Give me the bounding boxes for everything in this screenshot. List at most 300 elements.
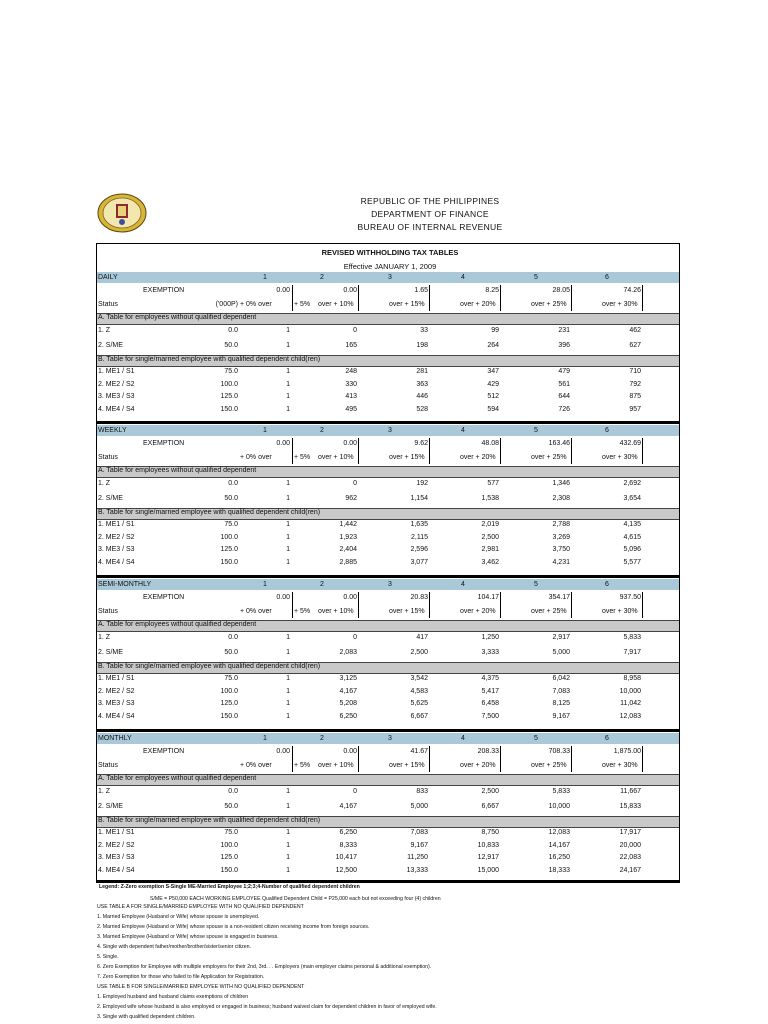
tax-value: 1,923 (339, 533, 357, 541)
status-code: 1. ME1 / S1 (98, 368, 135, 375)
exemption-value: 0.00 (343, 594, 357, 601)
exemption-value: 41.67 (410, 748, 428, 755)
bir-seal-logo (97, 193, 147, 233)
tax-value: 14,167 (548, 841, 570, 849)
tax-value: 4,583 (410, 687, 428, 695)
tax-value: 15,000 (477, 866, 499, 874)
column-divider (642, 592, 643, 618)
status-code: 2. ME2 / S2 (98, 380, 135, 388)
exemption-amount: 50.0 (224, 803, 238, 810)
tax-value: 5,833 (552, 788, 570, 795)
tax-value: 2,788 (552, 521, 570, 528)
bracket-number: 1 (263, 735, 267, 742)
bracket-number: 5 (534, 274, 538, 281)
tax-value: 0 (353, 480, 357, 487)
status-code: 4. ME4 / S4 (98, 712, 135, 720)
section-a-label: A. Table for employees without qualified dependent (98, 314, 257, 321)
status-code: 3. ME3 / S3 (98, 546, 135, 553)
tax-value: 417 (416, 634, 428, 641)
exemption-amount: 75.0 (224, 675, 238, 682)
section-a-label: A. Table for employees without qualified dependent (98, 775, 257, 782)
tax-value: 594 (487, 405, 499, 413)
tax-value: 495 (345, 405, 357, 413)
status-label: Status (98, 608, 118, 615)
tax-value: 10,417 (335, 854, 357, 861)
tax-value: 1 (286, 841, 290, 849)
tax-value: 710 (629, 368, 641, 375)
percent-label: + 0% over (240, 301, 272, 308)
tax-value: 6,250 (339, 712, 357, 720)
status-code: 2. S/ME (98, 495, 123, 502)
exemption-value: 432.69 (619, 440, 641, 447)
period-name: WEEKLY (98, 427, 127, 434)
status-unit: ('000P) (215, 301, 238, 308)
tax-value: 1 (286, 649, 290, 656)
tax-value: 10,000 (548, 803, 570, 810)
bracket-number: 5 (534, 427, 538, 434)
period-name: MONTHLY (98, 735, 132, 742)
exemption-value: 708.33 (548, 748, 570, 755)
exemption-amount: 125.0 (220, 700, 238, 707)
tax-value: 11,042 (620, 700, 641, 707)
exemption-label: EXEMPTION (143, 440, 185, 447)
note-line: 3. Single with qualified dependent children. (97, 1014, 196, 1020)
tax-value: 1,250 (481, 634, 499, 641)
exemption-value: 0.00 (343, 440, 357, 447)
tax-value: 5,096 (623, 546, 641, 553)
section-a-label: A. Table for employees without qualified dependent (98, 467, 257, 474)
exemption-amount: 125.0 (220, 393, 238, 400)
status-code: 1. Z (98, 788, 111, 795)
note-line: USE TABLE B FOR SINGLE/MARRIED EMPLOYEE WITH NO QUALIFIED DEPENDENT (97, 984, 305, 990)
tax-value: 6,458 (481, 700, 499, 707)
tax-value: 2,885 (339, 558, 357, 566)
tax-value: 1,442 (339, 521, 357, 528)
bracket-number: 6 (605, 427, 609, 434)
column-divider (500, 438, 501, 464)
tax-value: 3,125 (339, 675, 357, 682)
tax-value: 957 (629, 405, 641, 413)
exemption-amount: 75.0 (224, 368, 238, 375)
note-line: 6. Zero Exemption for Employee with multiple employers for their 2nd, 3rd. . . Employers (main employer claims personal & additional exemption). (97, 964, 432, 970)
tax-value: 5,625 (410, 700, 428, 707)
period-name: SEMI-MONTHLY (98, 581, 152, 588)
column-divider (429, 746, 430, 772)
tax-value: 17,917 (619, 829, 641, 836)
period-divider (96, 421, 680, 424)
tax-value: 7,083 (552, 687, 570, 695)
bracket-number: 3 (388, 581, 392, 588)
column-divider (642, 746, 643, 772)
tax-value: 8,333 (339, 841, 357, 849)
exemption-amount: 0.0 (228, 480, 238, 487)
status-code: 1. ME1 / S1 (98, 521, 135, 528)
exemption-value: 0.00 (276, 287, 290, 294)
percent-label: + 5% (294, 301, 311, 308)
exemption-value: 48.08 (481, 440, 499, 447)
percent-label: over + 30% (602, 301, 638, 308)
tax-value: 165 (345, 342, 357, 349)
exemption-value: 0.00 (276, 748, 290, 755)
tax-value: 3,750 (552, 546, 570, 553)
tax-value: 16,250 (548, 854, 570, 861)
exemption-value: 0.00 (276, 594, 290, 601)
tax-value: 15,833 (619, 803, 641, 810)
status-code: 3. ME3 / S3 (98, 393, 135, 400)
exemption-value: 354.17 (548, 594, 570, 601)
section-b-label: B. Table for single/married employee with qualified dependent child(ren) (98, 509, 321, 516)
tax-value: 6,667 (481, 803, 499, 810)
percent-label: + 5% (294, 762, 311, 769)
tax-value: 462 (629, 327, 641, 334)
exemption-amount: 75.0 (224, 521, 238, 528)
tax-value: 1 (286, 368, 290, 375)
exemption-amount: 0.0 (228, 788, 238, 795)
percent-label: + 5% (294, 454, 311, 461)
percent-label: over + 25% (531, 762, 567, 769)
exemption-value: 104.17 (477, 594, 499, 601)
tax-value: 1 (286, 854, 290, 861)
bracket-number: 1 (263, 427, 267, 434)
tax-value: 1 (286, 546, 290, 553)
column-divider (429, 592, 430, 618)
exemption-value: 20.83 (410, 594, 428, 601)
tax-value: 1,538 (481, 495, 499, 502)
tax-value: 8,750 (481, 829, 499, 836)
tax-value: 12,083 (548, 829, 570, 836)
tax-value: 627 (629, 342, 641, 349)
tax-value: 2,404 (339, 546, 357, 553)
tax-value: 5,000 (410, 803, 428, 810)
tax-value: 1,346 (552, 480, 570, 487)
tax-value: 4,615 (623, 533, 641, 541)
tax-value: 1 (286, 342, 290, 349)
tax-value: 1 (286, 533, 290, 541)
tax-value: 20,000 (619, 841, 641, 849)
exemption-amount: 150.0 (220, 712, 238, 720)
percent-label: over + 10% (318, 301, 354, 308)
status-label: Status (98, 454, 118, 461)
tax-value: 9,167 (410, 841, 428, 849)
bracket-number: 3 (388, 427, 392, 434)
tax-value: 5,000 (552, 649, 570, 656)
column-divider (429, 285, 430, 311)
status-label: Status (98, 762, 118, 769)
exemption-amount: 125.0 (220, 546, 238, 553)
tax-value: 396 (558, 342, 570, 349)
table-title: REVISED WITHHOLDING TAX TABLES (321, 248, 459, 257)
tax-value: 22,083 (619, 854, 641, 861)
tax-value: 2,500 (481, 788, 499, 795)
column-divider (358, 746, 359, 772)
percent-label: over + 15% (389, 301, 425, 308)
tax-value: 1 (286, 480, 290, 487)
tax-value: 198 (416, 342, 428, 349)
bracket-number: 2 (320, 735, 324, 742)
percent-label: over + 15% (389, 608, 425, 615)
tax-value: 4,135 (623, 521, 641, 528)
tax-value: 2,115 (411, 533, 428, 541)
exemption-amount: 100.0 (220, 687, 238, 695)
legend: Legend: Z-Zero exemption S-Single ME-Married Employee 1;2;3;4-Number of qualified dependent children (99, 884, 360, 890)
bracket-number: 2 (320, 274, 324, 281)
tax-value: 5,577 (623, 558, 641, 566)
tax-value: 2,019 (481, 521, 499, 528)
status-code: 1. Z (98, 327, 111, 334)
status-code: 4. ME4 / S4 (98, 866, 135, 874)
tax-value: 2,500 (410, 649, 428, 656)
note-line: 2. Married Employee (Husband or Wife) whose spouse is a non-resident citizen receiving income from foreign sources. (97, 924, 370, 930)
tax-value: 1 (286, 521, 290, 528)
tax-value: 875 (629, 393, 641, 400)
percent-label: + 5% (294, 608, 311, 615)
bracket-number: 4 (461, 735, 465, 742)
tax-value: 577 (487, 480, 499, 487)
exemption-amount: 100.0 (220, 380, 238, 388)
tax-value: 1 (286, 380, 290, 388)
column-divider (500, 746, 501, 772)
section-a-label: A. Table for employees without qualified dependent (98, 621, 257, 628)
tax-value: 1,154 (410, 495, 428, 502)
exemption-amount: 150.0 (220, 405, 238, 413)
percent-label: over + 20% (460, 608, 496, 615)
exemption-value: 208.33 (477, 748, 499, 755)
tax-value: 264 (487, 342, 499, 349)
tax-value: 1 (286, 866, 290, 874)
tax-value: 1 (286, 712, 290, 720)
column-divider (292, 746, 293, 772)
column-divider (292, 285, 293, 311)
status-code: 2. ME2 / S2 (98, 841, 135, 849)
exemption-amount: 50.0 (224, 342, 238, 349)
exemption-value: 9.62 (414, 440, 428, 447)
status-code: 1. ME1 / S1 (98, 675, 135, 682)
bracket-number: 1 (263, 581, 267, 588)
exemption-amount: 100.0 (220, 841, 238, 849)
status-code: 1. ME1 / S1 (98, 829, 135, 836)
bracket-number: 2 (320, 581, 324, 588)
tax-value: 3,333 (481, 649, 499, 656)
percent-label: over + 25% (531, 608, 567, 615)
tax-value: 8,125 (552, 700, 570, 707)
tax-value: 1,635 (410, 521, 428, 528)
section-b-label: B. Table for single/married employee with qualified dependent child(ren) (98, 817, 321, 824)
status-code: 1. Z (98, 480, 111, 487)
exemption-amount: 150.0 (220, 866, 238, 874)
tax-value: 9,167 (552, 712, 570, 720)
exemption-value: 163.46 (548, 440, 570, 447)
exemption-value: 74.26 (623, 287, 641, 294)
column-divider (292, 592, 293, 618)
bracket-number: 1 (263, 274, 267, 281)
tax-value: 0 (353, 788, 357, 795)
tax-value: 2,083 (339, 649, 357, 656)
exemption-label: EXEMPTION (143, 748, 185, 755)
percent-label: over + 10% (318, 762, 354, 769)
tax-value: 3,542 (410, 675, 428, 682)
exemption-amount: 100.0 (220, 533, 238, 541)
column-divider (642, 438, 643, 464)
status-code: 3. ME3 / S3 (98, 854, 135, 861)
tax-value: 1 (286, 327, 290, 334)
tax-value: 792 (629, 380, 641, 388)
percent-label: over + 25% (531, 454, 567, 461)
tax-value: 446 (416, 393, 428, 400)
column-divider (358, 592, 359, 618)
percent-label: over + 10% (318, 454, 354, 461)
tax-value: 2,500 (481, 533, 499, 541)
tax-value: 12,500 (335, 866, 357, 874)
tax-value: 6,667 (410, 712, 428, 720)
percent-label: + 0% over (240, 608, 272, 615)
tax-value: 1 (286, 558, 290, 566)
bracket-number: 4 (461, 427, 465, 434)
tax-value: 330 (345, 380, 357, 388)
tax-value: 413 (345, 393, 357, 400)
exemption-amount: 150.0 (220, 558, 238, 566)
note-line: 1. Employed husband and husband claims exemptions of children (97, 994, 249, 1000)
tax-value: 12,083 (619, 712, 641, 720)
status-code: 2. ME2 / S2 (98, 533, 135, 541)
tax-value: 7,917 (623, 649, 641, 656)
note-line: 5. Single. (97, 954, 119, 960)
status-code: 4. ME4 / S4 (98, 558, 135, 566)
period-divider (96, 729, 680, 732)
note-line: 4. Single with dependent father/mother/brother/sister/senior citizen. (97, 944, 251, 950)
tax-value: 231 (558, 327, 570, 334)
header-department: DEPARTMENT OF FINANCE (371, 209, 489, 219)
exemption-amount: 50.0 (224, 495, 238, 502)
tax-value: 8,958 (623, 675, 641, 682)
tax-value: 0 (353, 327, 357, 334)
exemption-amount: 75.0 (224, 829, 238, 836)
bracket-number: 5 (534, 735, 538, 742)
exemption-value: 0.00 (276, 440, 290, 447)
percent-label: + 0% over (240, 762, 272, 769)
tax-value: 1 (286, 405, 290, 413)
exemption-value: 28.05 (552, 287, 570, 294)
tax-value: 2,692 (623, 480, 641, 487)
exemption-amount: 0.0 (228, 327, 238, 334)
exemption-value: 1.65 (414, 287, 428, 294)
tax-value: 7,500 (481, 712, 499, 720)
tax-value: 4,167 (339, 803, 357, 810)
exemption-value: 0.00 (343, 287, 357, 294)
tax-value: 6,250 (339, 829, 357, 836)
column-divider (571, 592, 572, 618)
tax-value: 99 (491, 327, 499, 334)
bracket-number: 5 (534, 581, 538, 588)
status-code: 2. ME2 / S2 (98, 687, 135, 695)
tax-value: 1 (286, 634, 290, 641)
tax-value: 3,462 (481, 558, 499, 566)
percent-label: over + 30% (602, 454, 638, 461)
exemption-value: 8.25 (485, 287, 499, 294)
tax-value: 13,333 (406, 866, 428, 874)
note-line: USE TABLE A FOR SINGLE/MARRIED EMPLOYEE WITH NO QUALIFIED DEPENDENT (97, 904, 304, 910)
column-divider (429, 438, 430, 464)
tax-value: 1 (286, 675, 290, 682)
tax-value: 429 (487, 380, 499, 388)
tax-value: 10,833 (477, 841, 499, 849)
tax-value: 347 (487, 368, 499, 375)
tax-value: 561 (558, 380, 570, 388)
tax-value: 363 (416, 380, 428, 388)
tax-value: 962 (345, 495, 357, 502)
note-line: 2. Employed wife whose husband is also employed or engaged in business; husband waived claim for dependent children in favor of employed wife. (97, 1004, 437, 1010)
exemption-label: EXEMPTION (143, 594, 185, 601)
tax-value: 512 (487, 393, 499, 400)
tax-value: 3,077 (410, 558, 428, 566)
tax-value: 2,981 (481, 546, 499, 553)
tax-value: 2,308 (552, 495, 570, 502)
tax-value: 33 (420, 327, 428, 334)
percent-label: over + 30% (602, 762, 638, 769)
exemption-amount: 0.0 (228, 634, 238, 641)
tax-value: 10,000 (619, 687, 641, 695)
tax-value: 726 (558, 405, 570, 413)
legend-note: S/ME = P50,000 EACH WORKING EMPLOYEE Qualified Dependent Child = P25,000 each but not exceeding four (4) children (150, 896, 441, 902)
note-line: 1. Married Employee (Husband or Wife) whose spouse is unemployed. (97, 914, 260, 920)
exemption-amount: 50.0 (224, 649, 238, 656)
tax-value: 7,083 (410, 829, 428, 836)
bracket-number: 3 (388, 274, 392, 281)
note-line: 3. Married Employee (Husband or Wife) whose spouse is engaged in business. (97, 934, 279, 940)
percent-label: over + 25% (531, 301, 567, 308)
bracket-number: 6 (605, 581, 609, 588)
exemption-value: 937.50 (619, 594, 641, 601)
tax-value: 644 (558, 393, 570, 400)
tax-value: 5,833 (623, 634, 641, 641)
status-code: 3. ME3 / S3 (98, 700, 135, 707)
column-divider (571, 746, 572, 772)
tax-value: 833 (416, 788, 428, 795)
note-line: 7. Zero Exemption for those who failed to file Application for Registration. (97, 974, 265, 980)
status-code: 2. S/ME (98, 803, 123, 810)
tax-value: 1 (286, 700, 290, 707)
column-divider (500, 592, 501, 618)
tax-value: 3,269 (552, 533, 570, 541)
tax-value: 1 (286, 495, 290, 502)
tax-value: 2,596 (410, 546, 428, 553)
period-divider (96, 575, 680, 578)
exemption-value: 1,875.00 (613, 748, 641, 755)
column-divider (358, 285, 359, 311)
header-bureau: BUREAU OF INTERNAL REVENUE (357, 222, 503, 232)
tax-value: 192 (416, 480, 428, 487)
table-effective-date: Effective JANUARY 1, 2009 (343, 262, 437, 271)
column-divider (292, 438, 293, 464)
tax-value: 12,917 (477, 854, 499, 861)
tax-value: 3,654 (623, 495, 641, 502)
section-b-label: B. Table for single/married employee with qualified dependent child(ren) (98, 663, 321, 670)
column-divider (500, 285, 501, 311)
bracket-number: 3 (388, 735, 392, 742)
tax-value: 2,917 (552, 634, 570, 641)
exemption-amount: 125.0 (220, 854, 238, 861)
period-name: DAILY (98, 274, 118, 281)
percent-label: over + 15% (389, 454, 425, 461)
tax-value: 1 (286, 803, 290, 810)
tax-value: 479 (558, 368, 570, 375)
exemption-value: 0.00 (343, 748, 357, 755)
percent-label: over + 10% (318, 608, 354, 615)
column-divider (358, 438, 359, 464)
tax-value: 11,250 (407, 854, 428, 861)
exemption-label: EXEMPTION (143, 287, 185, 294)
bracket-number: 4 (461, 581, 465, 588)
tax-value: 528 (416, 405, 428, 413)
